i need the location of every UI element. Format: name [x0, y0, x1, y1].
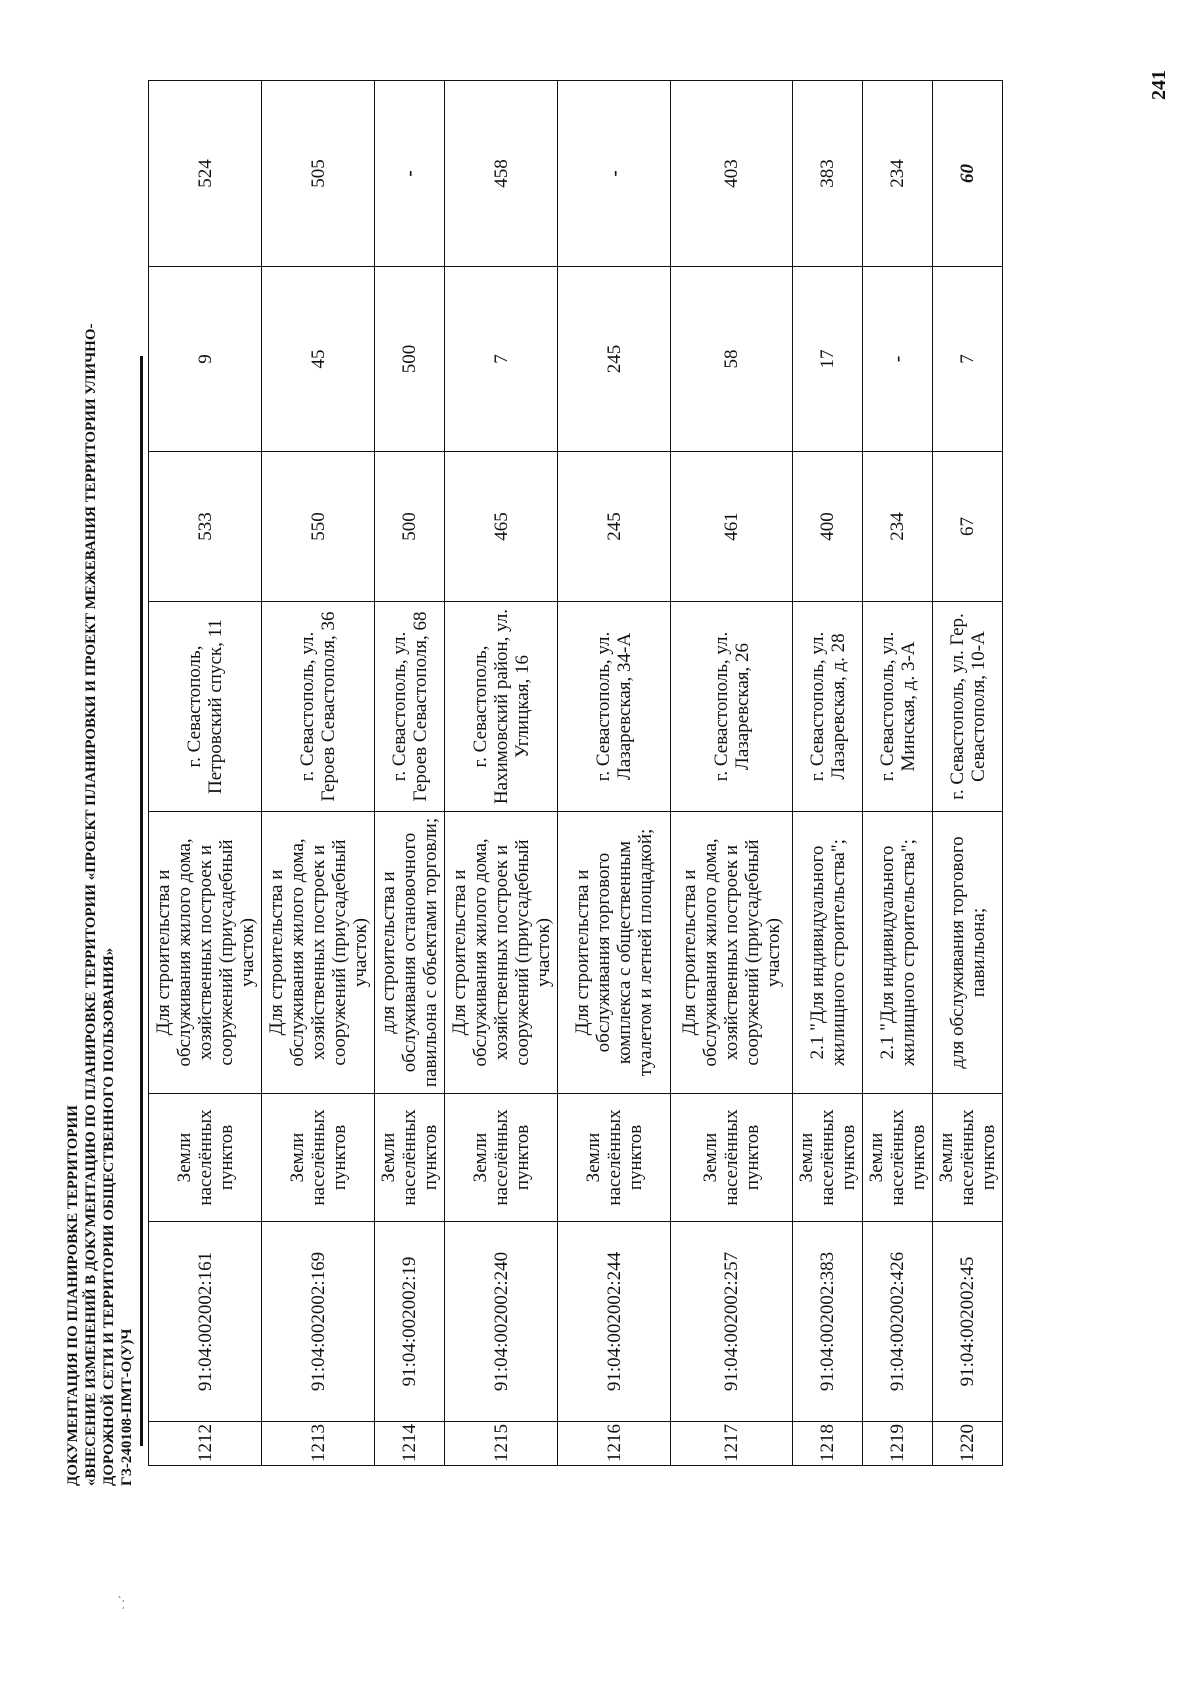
address: г. Севастополь, ул. Лазаревская, д. 28 — [793, 602, 863, 812]
cadastral-number: 91:04:002002:426 — [863, 1222, 933, 1422]
row-number: 1214 — [375, 1422, 445, 1466]
value-col8: - — [375, 81, 445, 267]
cadastral-number: 91:04:002002:240 — [445, 1222, 558, 1422]
row-number: 1218 — [793, 1422, 863, 1466]
area: 400 — [793, 452, 863, 602]
land-plots-table — [148, 80, 1003, 1466]
area: 245 — [558, 452, 671, 602]
permitted-use: 2.1 "Для индивидуального жилищного строительства"; — [793, 812, 863, 1094]
margin-mark: · ·´ — [116, 1595, 130, 1610]
permitted-use: Для строительства и обслуживания жилого дома, хозяйственных построек и сооружений (приусадебный участок) — [445, 812, 558, 1094]
header-line-3: ДОРОЖНОЙ СЕТИ И ТЕРРИТОРИИ ОБЩЕСТВЕННОГО ПОЛЬЗОВАНИЯ» — [101, 947, 117, 1486]
area: 234 — [863, 452, 933, 602]
value-col8: 60 — [933, 81, 1003, 267]
row-number: 1220 — [933, 1422, 1003, 1466]
area: 550 — [262, 452, 375, 602]
area: 465 — [445, 452, 558, 602]
page-number: 241 — [1148, 70, 1170, 100]
land-category: Земли населённых пунктов — [671, 1094, 793, 1222]
value-col7: 500 — [375, 267, 445, 452]
value-col8: 458 — [445, 81, 558, 267]
area: 533 — [149, 452, 262, 602]
address: г. Севастополь, Нахимовский район, ул. Углицкая, 16 — [445, 602, 558, 812]
cadastral-number: 91:04:002002:169 — [262, 1222, 375, 1422]
value-col7: 7 — [933, 267, 1003, 452]
land-category: Земли населённых пунктов — [863, 1094, 933, 1222]
cadastral-number: 91:04:002002:244 — [558, 1222, 671, 1422]
table-row — [262, 81, 375, 1466]
land-category: Земли населённых пунктов — [445, 1094, 558, 1222]
value-col7: 17 — [793, 267, 863, 452]
value-col7: 58 — [671, 267, 793, 452]
permitted-use: Для строительства и обслуживания жилого дома, хозяйственных построек и сооружений (приусадебный участок) — [671, 812, 793, 1094]
address: г. Севастополь, ул. Гер. Севастополя, 10-А — [933, 602, 1003, 812]
area: 500 — [375, 452, 445, 602]
land-category: Земли населённых пунктов — [262, 1094, 375, 1222]
value-col8: 524 — [149, 81, 262, 267]
row-number: 1216 — [558, 1422, 671, 1466]
table-row — [558, 81, 671, 1466]
table-row — [671, 81, 793, 1466]
value-col7: 7 — [445, 267, 558, 452]
cadastral-number: 91:04:002002:383 — [793, 1222, 863, 1422]
value-col7: - — [863, 267, 933, 452]
land-category: Земли населённых пунктов — [558, 1094, 671, 1222]
row-number: 1213 — [262, 1422, 375, 1466]
permitted-use: для обслуживания торгового павильона; — [933, 812, 1003, 1094]
cadastral-number: 91:04:002002:257 — [671, 1222, 793, 1422]
row-number: 1219 — [863, 1422, 933, 1466]
permitted-use: Для строительства и обслуживания торгового комплекса с общественным туалетом и летней площадкой; — [558, 812, 671, 1094]
land-category: Земли населённых пунктов — [375, 1094, 445, 1222]
permitted-use: 2.1 "Для индивидуального жилищного строительства"; — [863, 812, 933, 1094]
cadastral-number: 91:04:002002:161 — [149, 1222, 262, 1422]
table-row — [933, 81, 1003, 1466]
header-line-4: ГЗ-240108-ПМТ-О(У)Ч — [119, 1328, 135, 1486]
address: г. Севастополь, ул. Героев Севастополя, 68 — [375, 602, 445, 812]
area: 67 — [933, 452, 1003, 602]
land-category: Земли населённых пунктов — [149, 1094, 262, 1222]
table-row — [375, 81, 445, 1466]
value-col8: 234 — [863, 81, 933, 267]
row-number: 1215 — [445, 1422, 558, 1466]
value-col7: 45 — [262, 267, 375, 452]
table-row — [863, 81, 933, 1466]
address: г. Севастополь, ул. Лазаревская, 34-А — [558, 602, 671, 812]
document-header — [64, 186, 136, 1486]
value-col8: 403 — [671, 81, 793, 267]
cadastral-number: 91:04:002002:19 — [375, 1222, 445, 1422]
header-rule — [140, 356, 143, 1446]
table-row — [149, 81, 262, 1466]
value-col7: 245 — [558, 267, 671, 452]
address: г. Севастополь, ул. Минская, д. 3-А — [863, 602, 933, 812]
row-number: 1217 — [671, 1422, 793, 1466]
cadastral-number: 91:04:002002:45 — [933, 1222, 1003, 1422]
permitted-use: Для строительства и обслуживания жилого дома, хозяйственных построек и сооружений (приусадебный участок) — [262, 812, 375, 1094]
permitted-use: для строительства и обслуживания остановочного павильона с объектами торговли; — [375, 812, 445, 1094]
permitted-use: Для строительства и обслуживания жилого дома, хозяйственных построек и сооружений (приусадебный участок) — [149, 812, 262, 1094]
address: г. Севастополь, ул. Лазаревская, 26 — [671, 602, 793, 812]
address: г. Севастополь, ул. Героев Севастополя, 36 — [262, 602, 375, 812]
table-row — [445, 81, 558, 1466]
value-col8: 383 — [793, 81, 863, 267]
value-col7: 9 — [149, 267, 262, 452]
table-row — [793, 81, 863, 1466]
land-category: Земли населённых пунктов — [933, 1094, 1003, 1222]
value-col8: 505 — [262, 81, 375, 267]
header-line-1: ДОКУМЕНТАЦИЯ ПО ПЛАНИРОВКЕ ТЕРРИТОРИИ — [65, 1105, 81, 1486]
value-col8: - — [558, 81, 671, 267]
header-line-2: «ВНЕСЕНИЕ ИЗМЕНЕНИЙ В ДОКУМЕНТАЦИЮ ПО ПЛАНИРОВКЕ ТЕРРИТОРИИ «ПРОЕКТ ПЛАНИРОВКИ И ПРОЕКТ МЕЖЕВАНИЯ ТЕРРИТОРИИ УЛИЧНО- — [83, 323, 99, 1486]
row-number: 1212 — [149, 1422, 262, 1466]
land-category: Земли населённых пунктов — [793, 1094, 863, 1222]
area: 461 — [671, 452, 793, 602]
address: г. Севастополь, Петровский спуск, 11 — [149, 602, 262, 812]
